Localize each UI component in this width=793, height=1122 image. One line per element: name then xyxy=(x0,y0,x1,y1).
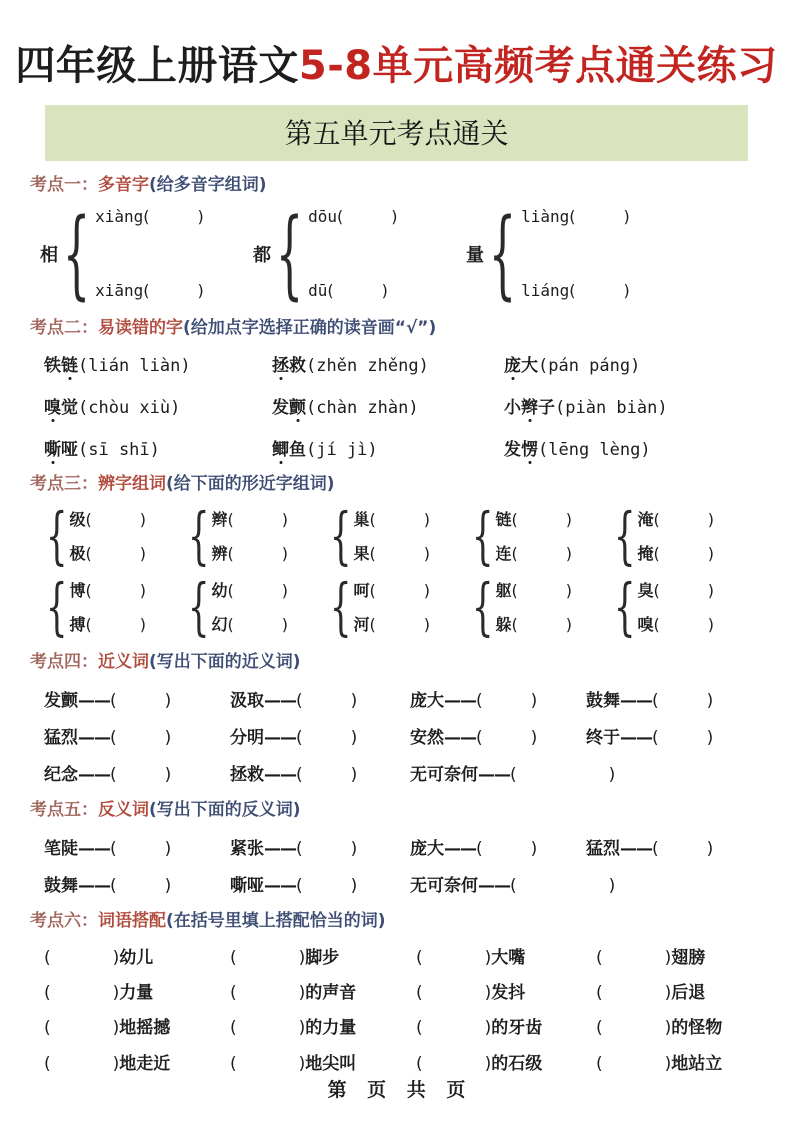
brace-icon: { xyxy=(613,499,636,573)
blank-field: ( ) xyxy=(369,543,430,563)
pinyin-reading: dū xyxy=(308,280,328,300)
collocation-item: ( )脚步 xyxy=(230,948,340,969)
blank-field: ( ) xyxy=(511,614,572,634)
pinyin-reading: dōu xyxy=(308,206,337,226)
section2-label: 考点二： xyxy=(30,317,98,338)
synonym-item: 无可奈何——( ) xyxy=(410,765,616,786)
dotted-char: 愣 xyxy=(521,435,538,460)
page-title xyxy=(0,34,793,91)
blank-field: ( ) xyxy=(44,948,120,969)
lookalike-pair xyxy=(42,499,184,573)
blank-field: ( ) xyxy=(653,580,714,600)
reading-line xyxy=(95,280,204,300)
blank-field: ( ) xyxy=(85,509,146,529)
blank-field: ( ) xyxy=(296,728,358,749)
synonym-item: 分明——( ) xyxy=(230,728,358,749)
section1-note: (给多音字组词) xyxy=(149,175,267,195)
lookalike-pair xyxy=(610,499,752,573)
term: 庞大 xyxy=(504,356,538,376)
lookalike-char: 臭 xyxy=(637,580,654,600)
blank-field: ( ) xyxy=(227,543,288,563)
collocation-item: ( )翅膀 xyxy=(596,948,706,969)
pinyin-reading: xiāng xyxy=(95,280,144,300)
blank-field: ( ) xyxy=(510,765,616,786)
blank-field: ( ) xyxy=(327,280,388,300)
lookalike-char: 呵 xyxy=(353,580,370,600)
brace-icon: { xyxy=(187,570,210,644)
collocation-item: ( )地走近 xyxy=(44,1053,171,1074)
section3-keyword: 辨字组词 xyxy=(98,473,166,494)
lookalike-char: 果 xyxy=(353,543,370,563)
section6-heading xyxy=(30,910,793,934)
blank-field: ( ) xyxy=(653,614,714,634)
term: 铁链 xyxy=(44,356,78,376)
lookalike-pair xyxy=(468,570,610,644)
lookalike-char: 嗅 xyxy=(637,614,654,634)
section6-label: 考点六： xyxy=(30,911,98,932)
lookalike-char: 躲 xyxy=(495,614,512,634)
collocation-item: ( )的力量 xyxy=(230,1018,357,1039)
section4-label: 考点四： xyxy=(30,652,98,673)
lookalike-char: 博 xyxy=(69,580,86,600)
dotted-char: 庞 xyxy=(504,351,521,376)
brace-icon: { xyxy=(488,197,517,310)
synonym-row xyxy=(0,690,793,712)
section3-label: 考点三： xyxy=(30,473,98,494)
lookalike-pair xyxy=(184,499,326,573)
brace-icon: { xyxy=(45,570,68,644)
section1-label: 考点一： xyxy=(30,175,98,195)
polyphone-char: 量 xyxy=(466,244,484,266)
blank-field: ( ) xyxy=(416,1053,492,1074)
dotted-char: 拯 xyxy=(272,351,289,376)
synonym-item: 汲取——( ) xyxy=(230,691,358,712)
title-unit-part: 5-8单元高频考点通关练习 xyxy=(298,43,778,89)
blank-field: ( ) xyxy=(596,948,672,969)
blank-field: ( ) xyxy=(476,839,538,860)
blank-field: ( ) xyxy=(510,876,616,897)
section3-heading xyxy=(30,473,793,497)
collocation-item: ( )的牙齿 xyxy=(416,1018,543,1039)
section1-heading xyxy=(30,174,793,198)
blank-field: ( ) xyxy=(596,983,672,1004)
pinyin-options: (piàn biàn) xyxy=(555,397,668,418)
blank-field: ( ) xyxy=(44,983,120,1004)
reading-line xyxy=(308,280,397,300)
pinyin-reading: liàng xyxy=(521,206,570,226)
blank-field: ( ) xyxy=(230,983,306,1004)
brace-icon: { xyxy=(187,499,210,573)
collocation-item: ( )地站立 xyxy=(596,1053,723,1074)
polyphone-char: 都 xyxy=(253,244,271,266)
misread-item xyxy=(44,393,272,418)
blank-field: ( ) xyxy=(369,509,430,529)
blank-field: ( ) xyxy=(511,580,572,600)
blank-field: ( ) xyxy=(85,580,146,600)
pinyin-options: (jí jì) xyxy=(306,439,378,460)
collocation-item: ( )地尖叫 xyxy=(230,1053,357,1074)
misread-item xyxy=(272,351,504,376)
lookalike-pair xyxy=(610,570,752,644)
blank-field: ( ) xyxy=(110,691,172,712)
polyphone-section xyxy=(0,197,793,310)
antonym-item: 无可奈何——( ) xyxy=(410,876,616,897)
collocation-item: ( )地摇撼 xyxy=(44,1018,171,1039)
synonym-item: 庞大——( ) xyxy=(410,691,538,712)
lookalike-char: 河 xyxy=(353,614,370,634)
antonym-item: 猛烈——( ) xyxy=(586,839,714,860)
synonym-item: 拯救——( ) xyxy=(230,765,358,786)
antonym-row xyxy=(0,838,793,860)
blank-field: ( ) xyxy=(369,614,430,634)
lookalike-char: 极 xyxy=(69,543,86,563)
blank-field: ( ) xyxy=(44,1018,120,1039)
lookalike-char: 掩 xyxy=(637,543,654,563)
blank-field: ( ) xyxy=(296,765,358,786)
pinyin-options: (pán páng) xyxy=(538,355,641,376)
term: 发颤 xyxy=(272,398,306,418)
dotted-char: 颤 xyxy=(289,393,306,418)
section3-note: (给下面的形近字组词) xyxy=(166,473,335,494)
blank-field: ( ) xyxy=(85,614,146,634)
misread-item xyxy=(504,393,793,418)
pinyin-reading: liáng xyxy=(521,280,570,300)
lookalike-row xyxy=(0,499,793,573)
blank-field: ( ) xyxy=(369,580,430,600)
term: 嗅觉 xyxy=(44,398,78,418)
lookalike-char: 级 xyxy=(69,509,86,529)
section5-heading xyxy=(30,799,793,823)
section2-note: (给加点字选择正确的读音画“√”) xyxy=(183,317,437,338)
blank-field: ( ) xyxy=(416,948,492,969)
term: 拯救 xyxy=(272,356,306,376)
section4-heading xyxy=(30,651,793,675)
reading-line xyxy=(308,206,398,226)
blank-field: ( ) xyxy=(296,876,358,897)
pinyin-options: (lián liàn) xyxy=(78,355,191,376)
brace-icon: { xyxy=(329,499,352,573)
blank-field: ( ) xyxy=(143,206,204,226)
pinyin-reading: xiàng xyxy=(95,206,144,226)
misread-item xyxy=(504,435,793,460)
collocation-item: ( )发抖 xyxy=(416,983,526,1004)
blank-field: ( ) xyxy=(227,580,288,600)
polyphone-readings xyxy=(521,206,630,300)
blank-field: ( ) xyxy=(652,728,714,749)
misread-item xyxy=(44,351,272,376)
page-number-footer: 第 页 共 页 xyxy=(327,1079,466,1101)
dotted-char: 嗅 xyxy=(44,393,61,418)
reading-line xyxy=(521,280,630,300)
collocation-item: ( )力量 xyxy=(44,983,154,1004)
blank-field: ( ) xyxy=(476,691,538,712)
synonym-row xyxy=(0,764,793,786)
term: 小辫子 xyxy=(504,398,555,418)
lookalike-pair xyxy=(326,570,468,644)
blank-field: ( ) xyxy=(85,543,146,563)
lookalike-pair xyxy=(468,499,610,573)
pinyin-options: (sī shī) xyxy=(78,439,160,460)
blank-field: ( ) xyxy=(596,1053,672,1074)
unit-banner: 第五单元考点通关 xyxy=(45,105,748,161)
polyphone-readings xyxy=(308,206,398,300)
blank-field: ( ) xyxy=(230,948,306,969)
blank-field: ( ) xyxy=(143,280,204,300)
blank-field: ( ) xyxy=(653,509,714,529)
blank-field: ( ) xyxy=(569,206,630,226)
polyphone-char: 相 xyxy=(40,244,58,266)
blank-field: ( ) xyxy=(652,691,714,712)
section6-keyword: 词语搭配 xyxy=(98,911,166,932)
misread-item xyxy=(44,435,272,460)
blank-field: ( ) xyxy=(653,543,714,563)
blank-field: ( ) xyxy=(336,206,398,226)
lookalike-char: 巢 xyxy=(353,509,370,529)
blank-field: ( ) xyxy=(110,728,172,749)
blank-field: ( ) xyxy=(110,876,172,897)
dotted-char: 链 xyxy=(61,351,78,376)
antonym-item: 笔陡——( ) xyxy=(44,839,172,860)
reading-line xyxy=(521,206,630,226)
collocation-row xyxy=(0,982,793,1004)
dotted-char: 嘶 xyxy=(44,435,61,460)
dotted-char: 辫 xyxy=(521,393,538,418)
misread-item xyxy=(272,393,504,418)
antonym-row xyxy=(0,875,793,897)
term: 鲫鱼 xyxy=(272,440,306,460)
lookalike-char: 躯 xyxy=(495,580,512,600)
term: 嘶哑 xyxy=(44,440,78,460)
collocation-item: ( )幼儿 xyxy=(44,948,154,969)
synonym-item: 猛烈——( ) xyxy=(44,728,172,749)
collocation-row xyxy=(0,1053,793,1075)
lookalike-pair xyxy=(184,570,326,644)
dotted-char: 鲫 xyxy=(272,435,289,460)
section4-keyword: 近义词 xyxy=(98,652,149,673)
blank-field: ( ) xyxy=(596,1018,672,1039)
lookalike-char: 幼 xyxy=(211,580,228,600)
synonym-item: 鼓舞——( ) xyxy=(586,691,714,712)
pinyin-options: (chòu xiù) xyxy=(78,397,181,418)
lookalike-pair xyxy=(42,570,184,644)
reading-line xyxy=(95,206,204,226)
antonym-item: 紧张——( ) xyxy=(230,839,358,860)
section5-note: (写出下面的反义词) xyxy=(149,800,301,821)
brace-icon: { xyxy=(471,499,494,573)
antonym-item: 嘶哑——( ) xyxy=(230,876,358,897)
blank-field: ( ) xyxy=(110,839,172,860)
misread-item xyxy=(504,351,793,376)
collocation-row xyxy=(0,1017,793,1039)
pinyin-options: (lēng lèng) xyxy=(538,439,651,460)
brace-icon: { xyxy=(613,570,636,644)
lookalike-char: 连 xyxy=(495,543,512,563)
blank-field: ( ) xyxy=(476,728,538,749)
lookalike-char: 链 xyxy=(495,509,512,529)
pinyin-options: (chàn zhàn) xyxy=(306,397,419,418)
pinyin-options: (zhěn zhěng) xyxy=(306,355,429,376)
blank-field: ( ) xyxy=(296,839,358,860)
brace-icon: { xyxy=(62,197,91,310)
blank-field: ( ) xyxy=(227,614,288,634)
synonym-item: 纪念——( ) xyxy=(44,765,172,786)
lookalike-char: 辨 xyxy=(211,543,228,563)
title-grade-part: 四年级上册语文 xyxy=(15,43,299,89)
brace-icon: { xyxy=(275,197,304,310)
section2-heading xyxy=(30,317,793,341)
brace-icon: { xyxy=(45,499,68,573)
blank-field: ( ) xyxy=(296,691,358,712)
section6-note: (在括号里填上搭配恰当的词) xyxy=(166,911,386,932)
antonym-item: 庞大——( ) xyxy=(410,839,538,860)
misread-words-grid xyxy=(44,351,793,460)
blank-field: ( ) xyxy=(230,1053,306,1074)
synonym-item: 发颤——( ) xyxy=(44,691,172,712)
section1-keyword: 多音字 xyxy=(98,175,149,195)
lookalike-char: 淹 xyxy=(637,509,654,529)
section5-keyword: 反义词 xyxy=(98,800,149,821)
synonym-item: 终于——( ) xyxy=(586,728,714,749)
blank-field: ( ) xyxy=(652,839,714,860)
term: 发愣 xyxy=(504,440,538,460)
synonym-row xyxy=(0,727,793,749)
blank-field: ( ) xyxy=(110,765,172,786)
collocation-item: ( )的声音 xyxy=(230,983,357,1004)
blank-field: ( ) xyxy=(511,509,572,529)
collocation-item: ( )的怪物 xyxy=(596,1018,723,1039)
blank-field: ( ) xyxy=(416,1018,492,1039)
synonym-item: 安然——( ) xyxy=(410,728,538,749)
blank-field: ( ) xyxy=(416,983,492,1004)
section2-keyword: 易读错的字 xyxy=(98,317,183,338)
blank-field: ( ) xyxy=(230,1018,306,1039)
lookalike-char: 辫 xyxy=(211,509,228,529)
lookalike-pair xyxy=(326,499,468,573)
blank-field: ( ) xyxy=(227,509,288,529)
collocation-item: ( )大嘴 xyxy=(416,948,526,969)
polyphone-readings xyxy=(95,206,204,300)
blank-field: ( ) xyxy=(569,280,630,300)
antonym-item: 鼓舞——( ) xyxy=(44,876,172,897)
collocation-item: ( )后退 xyxy=(596,983,706,1004)
brace-icon: { xyxy=(329,570,352,644)
polyphone-group xyxy=(466,197,679,310)
section5-label: 考点五： xyxy=(30,800,98,821)
lookalike-row xyxy=(0,570,793,644)
lookalike-char: 幻 xyxy=(211,614,228,634)
lookalike-char: 搏 xyxy=(69,614,86,634)
collocation-row xyxy=(0,947,793,969)
brace-icon: { xyxy=(471,570,494,644)
blank-field: ( ) xyxy=(44,1053,120,1074)
blank-field: ( ) xyxy=(511,543,572,563)
polyphone-group xyxy=(40,197,253,310)
collocation-item: ( )的石级 xyxy=(416,1053,543,1074)
polyphone-group xyxy=(253,197,466,310)
misread-item xyxy=(272,435,504,460)
section4-note: (写出下面的近义词) xyxy=(149,652,301,673)
